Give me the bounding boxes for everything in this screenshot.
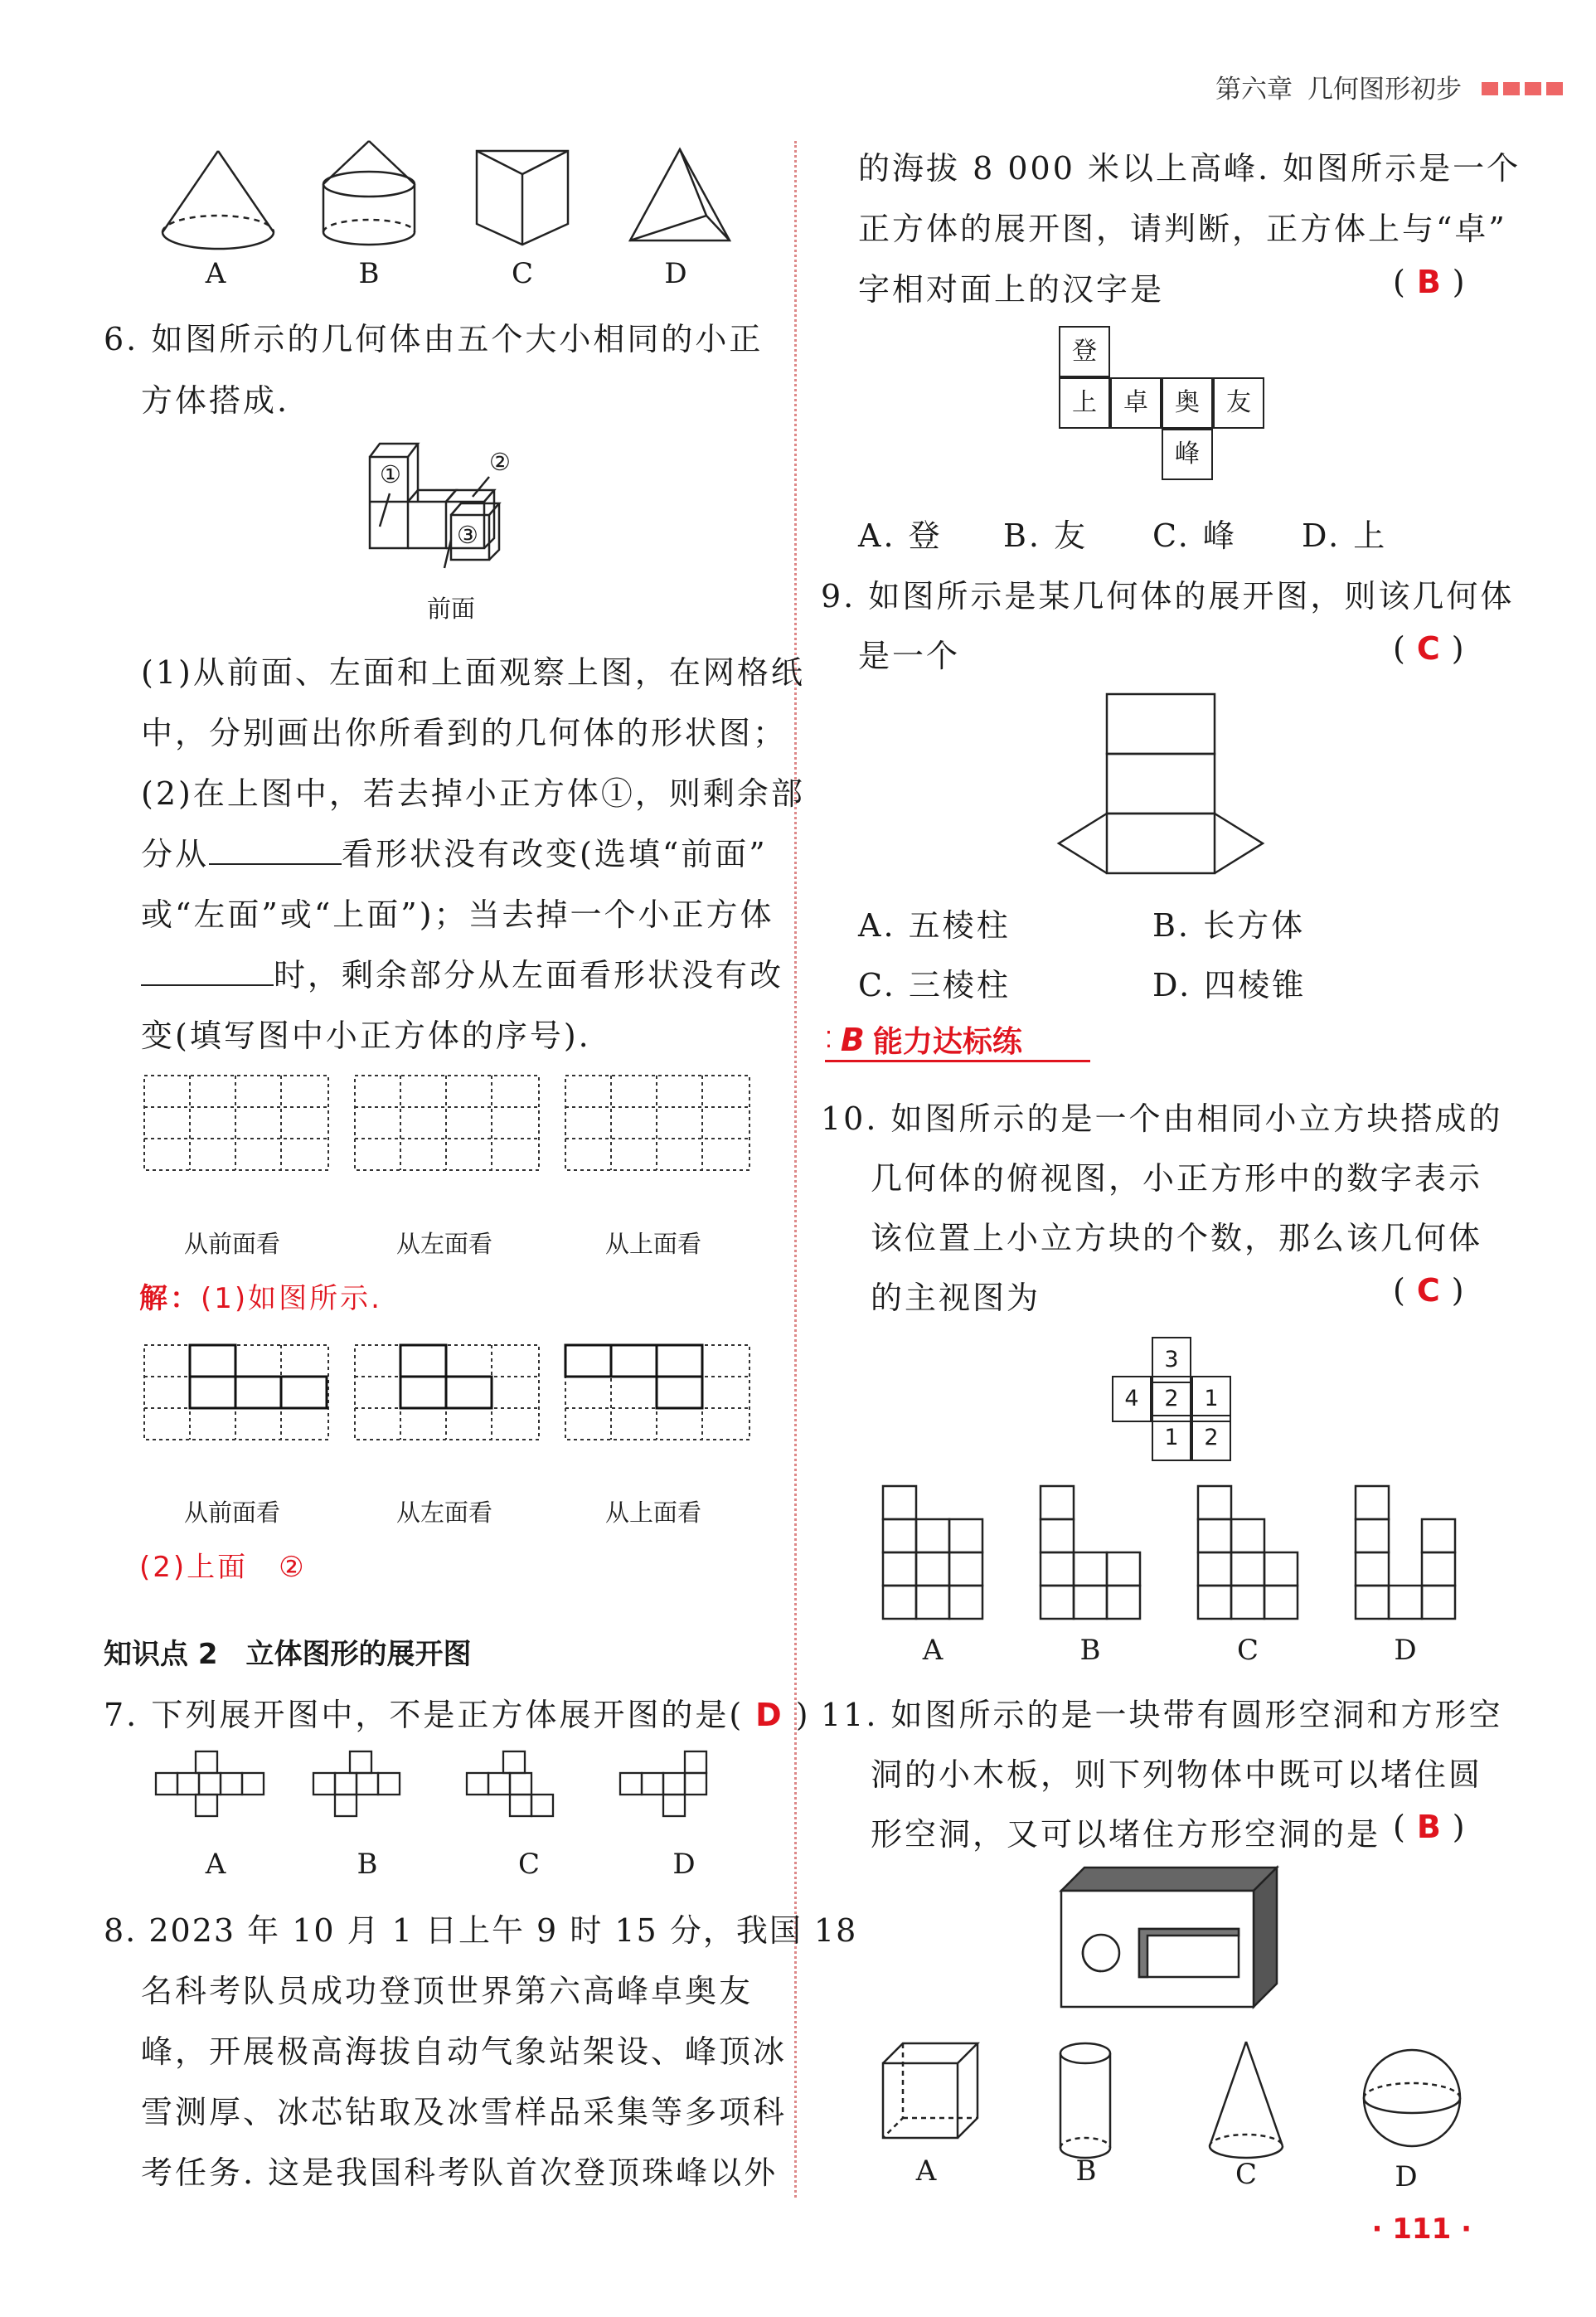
q6-part2-line4: 时，剩余部分从左面看形状没有改 [141, 950, 783, 995]
q8-line1: 8. 2023 年 10 月 1 日上午 9 时 15 分，我国 18 [104, 1912, 858, 1949]
q9-option-c: C. 三棱柱 [858, 967, 1011, 1003]
q6-label-cube1: ① [380, 460, 401, 488]
q10-option-c: C [1236, 1634, 1259, 1667]
q6-solution-line1: 解：(1)如图所示. [139, 1282, 382, 1315]
q7-option-b: B [357, 1848, 378, 1881]
q8-line8: 字相对面上的汉字是 [858, 271, 1165, 308]
q11-option-b: B [1075, 2154, 1097, 2188]
q7-option-a: A [205, 1848, 226, 1881]
q8-line4: 雪测厚、冰芯钻取及冰雪样品采集等多项科 [141, 2094, 788, 2130]
chapter-title: 几何图形初步 [1307, 75, 1462, 104]
q6-label-front: 前面 [427, 595, 476, 623]
page-header [1215, 68, 1563, 105]
header-decoration [1477, 72, 1563, 102]
q7-nets-figure [156, 1750, 753, 1824]
q5-option-b: B [358, 257, 380, 290]
q9-line2: 是一个 [858, 638, 961, 674]
top-cell-2b: 2 [1191, 1415, 1231, 1461]
q7-option-d: D [672, 1848, 696, 1881]
grid-label-left: 从左面看 [396, 1230, 493, 1258]
q10-answer-paren: ( C ) [1393, 1272, 1464, 1309]
q11-option-d: D [1395, 2160, 1418, 2193]
q8-option-a: A. 登 [858, 517, 943, 554]
q9-answer: C [1416, 630, 1440, 667]
q7-option-c: C [517, 1848, 540, 1881]
q10-option-b: B [1079, 1634, 1101, 1667]
chapter-label: 第六章 [1215, 75, 1293, 104]
q10-line2: 几何体的俯视图，小正方形中的数字表示 [871, 1160, 1483, 1197]
q9-option-d: D. 四棱锥 [1152, 967, 1307, 1003]
q11-line3: 形空洞，又可以堵住方形空洞的是 [871, 1816, 1381, 1853]
top-cell-3: 3 [1152, 1337, 1191, 1383]
q6-part1-line2: 中，分别画出你所看到的几何体的形状图； [141, 715, 788, 751]
q11-option-a: A [915, 2154, 937, 2188]
q6-stem-line2: 方体搭成. [141, 382, 290, 419]
net-cell-ao: 奥 [1162, 377, 1213, 429]
q6-part2-line3: 或“左面”或“上面”)；当去掉一个小正方体 [141, 896, 774, 933]
q6-blank2[interactable] [141, 959, 274, 986]
top-cell-2a: 2 [1152, 1376, 1191, 1422]
q6-part1-line1: (1)从前面、左面和上面观察上图，在网格纸 [141, 654, 805, 691]
top-cell-1a: 1 [1191, 1376, 1231, 1422]
q9-net-figure [1057, 692, 1273, 879]
q10-line3: 该位置上小立方块的个数，那么该几何体 [871, 1220, 1483, 1256]
column-divider [794, 141, 797, 2198]
q11-answer-paren: ( B ) [1393, 1809, 1465, 1845]
grid-label-top: 从上面看 [605, 1230, 702, 1258]
section-b-heading: ⁚ B 能力达标练 [825, 1021, 1022, 1059]
q8-answer-paren: ( B ) [1393, 264, 1465, 300]
q5-solids-figure [149, 141, 813, 290]
q8-line3: 峰，开展极高海拔自动气象站架设、峰顶冰 [141, 2033, 788, 2070]
q11-answer: B [1416, 1809, 1441, 1845]
q11-line2: 洞的小木板，则下列物体中既可以堵住圆 [871, 1756, 1483, 1793]
q5-option-c: C [511, 257, 533, 290]
q9-answer-paren: ( C ) [1393, 630, 1464, 667]
q5-option-a: A [205, 257, 226, 290]
q8-answer: B [1416, 264, 1441, 300]
q8-line7: 正方体的展开图，请判断，正方体上与“卓” [858, 211, 1507, 247]
q11-line1: 11. 如图所示的是一块带有圆形空洞和方形空 [821, 1697, 1503, 1733]
q7-answer: D [755, 1697, 784, 1733]
q9-line1: 9. 如图所示是某几何体的展开图，则该几何体 [821, 578, 1515, 614]
q9-option-b: B. 长方体 [1152, 907, 1306, 944]
q10-option-a: A [922, 1634, 944, 1667]
page-number: · 111 · [1371, 2213, 1472, 2246]
q6-empty-grids [143, 1074, 756, 1173]
q10-line4: 的主视图为 [871, 1280, 1041, 1316]
grid-label-front: 从前面看 [184, 1230, 281, 1258]
q6-part2-line5: 变(填写图中小正方体的序号). [141, 1018, 591, 1054]
q11-solids-figure [881, 2040, 1478, 2164]
q10-option-d: D [1394, 1634, 1417, 1667]
q9-option-a: A. 五棱柱 [858, 907, 1011, 944]
q6-label-cube2: ② [489, 448, 511, 476]
sol-grid-label-left: 从左面看 [396, 1499, 493, 1527]
q6-blank1[interactable] [209, 838, 342, 865]
top-cell-4: 4 [1112, 1376, 1152, 1422]
knowledge-point-heading: 知识点 2 立体图形的展开图 [104, 1638, 472, 1671]
net-cell-feng: 峰 [1162, 429, 1213, 480]
q8-option-b: B. 友 [1003, 517, 1089, 554]
q8-line5: 考任务. 这是我国科考队首次登顶珠峰以外 [141, 2154, 779, 2191]
q8-line2: 名科考队员成功登顶世界第六高峰卓奥友 [141, 1973, 754, 2009]
q6-stem-line1: 6. 如图所示的几何体由五个大小相同的小正 [104, 321, 764, 357]
q8-option-d: D. 上 [1302, 517, 1388, 554]
q10-options-figure [881, 1484, 1478, 1634]
net-cell-you: 友 [1213, 377, 1264, 429]
q7-stem: 7. 下列展开图中，不是正方体展开图的是( D ) [104, 1697, 811, 1733]
q10-answer: C [1416, 1272, 1440, 1309]
q5-option-d: D [664, 257, 687, 290]
net-cell-shang: 上 [1059, 377, 1110, 429]
section-b-dots-icon: ⁚ [825, 1026, 832, 1053]
net-cell-deng: 登 [1059, 326, 1110, 377]
q6-solution-line2: (2)上面 ② [139, 1551, 307, 1584]
q6-part2-line2: 分从 看形状没有改变(选填“前面” [141, 836, 768, 872]
section-b-underline [825, 1060, 1090, 1062]
sol-grid-label-top: 从上面看 [605, 1499, 702, 1527]
q8-option-c: C. 峰 [1152, 517, 1237, 554]
q6-label-cube3: ③ [457, 521, 478, 549]
sol-grid-label-front: 从前面看 [184, 1499, 281, 1527]
q6-part2-line1: (2)在上图中，若去掉小正方体①，则剩余部 [141, 775, 805, 812]
q6-solution-grids [143, 1343, 756, 1443]
top-cell-1b: 1 [1152, 1415, 1191, 1461]
net-cell-zhuo: 卓 [1110, 377, 1162, 429]
q11-option-c: C [1235, 2158, 1257, 2191]
q8-line6: 的海拔 8 000 米以上高峰. 如图所示是一个 [858, 150, 1521, 187]
q10-line1: 10. 如图所示的是一个由相同小立方块搭成的 [821, 1100, 1503, 1137]
q11-board-figure [1060, 1866, 1283, 2015]
